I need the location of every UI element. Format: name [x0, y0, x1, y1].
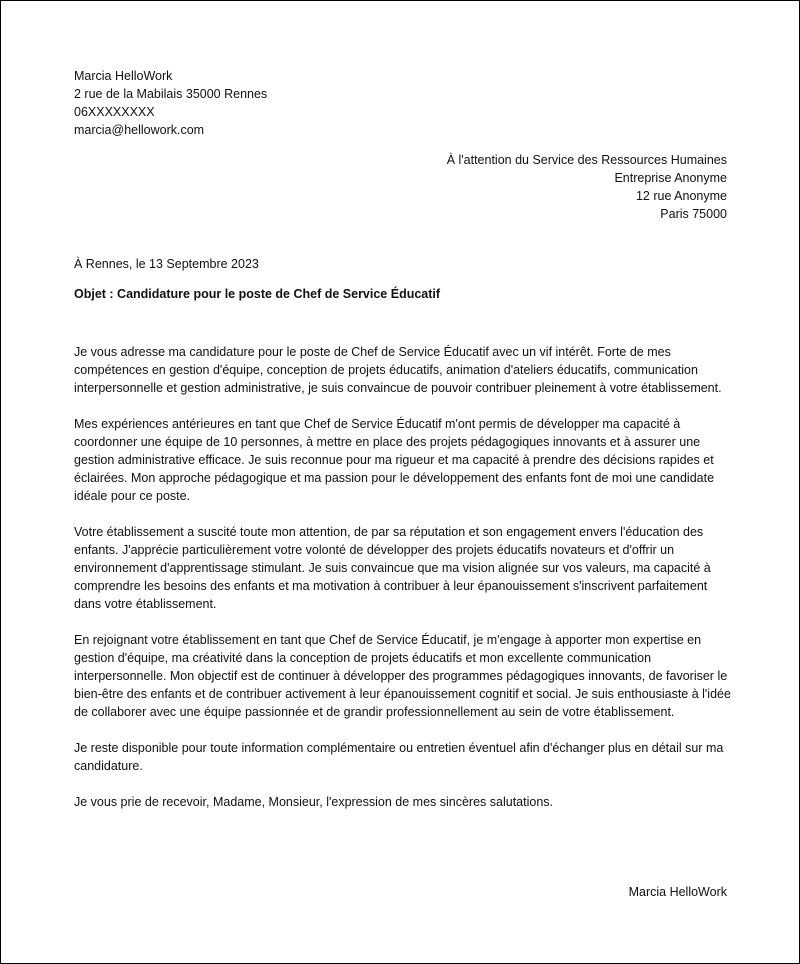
- sender-block: [74, 67, 267, 139]
- sender-name: Marcia HelloWork: [74, 69, 173, 83]
- recipient-street: 12 rue Anonyme: [635, 189, 727, 203]
- letter-date: À Rennes, le 13 Septembre 2023: [74, 257, 259, 271]
- recipient-company: Entreprise Anonyme: [614, 171, 727, 185]
- body-paragraph: En rejoignant votre établissement en tant que Chef de Service Éducatif, je m'engage à apporter mon expertise en gestion d'équipe, ma créativité dans la conception de projets éducatifs et mon excellente communication interpersonnelle. Mon objectif est de continuer à développer des programmes pédagogiques innovants, de favoriser le bien-être des enfants et de contribuer activement à leur épanouissement cognitif et social. Je suis enthousiaste à l'idée de collaborer avec une équipe passionnée et de grandir professionnellement au sein de votre établissement.: [74, 633, 731, 719]
- sender-address: 2 rue de la Mabilais 35000 Rennes: [74, 87, 268, 101]
- letter-subject: Objet : Candidature pour le poste de Chef de Service Éducatif: [74, 287, 441, 301]
- body-paragraph: Mes expériences antérieures en tant que Chef de Service Éducatif m'ont permis de développer ma capacité à coordonner une équipe de 10 personnes, à mettre en place des projets pédagogiques innovants et à assurer une gestion administrative efficace. Je suis reconnue pour ma rigueur et ma capacité à prendre des décisions rapides et éclairées. Mon approche pédagogique et ma passion pour le développement des enfants font de moi une candidate idéale pour ce poste.: [74, 417, 715, 503]
- recipient-block: [447, 151, 727, 223]
- letter-body: [74, 343, 734, 829]
- recipient-city: Paris 75000: [660, 207, 727, 221]
- body-paragraph: Je reste disponible pour toute information complémentaire ou entretien éventuel afin d'échanger plus en détail sur ma candidature.: [74, 741, 724, 773]
- body-paragraph: Je vous adresse ma candidature pour le poste de Chef de Service Éducatif avec un vif intérêt. Forte de mes compétences en gestion d'équipe, conception de projets éducatifs, animation d'ateliers éducatifs, communication interpersonnelle et gestion administrative, je suis convaincue de pouvoir contribuer pleinement à votre établissement.: [74, 345, 722, 395]
- body-paragraph: Votre établissement a suscité toute mon attention, de par sa réputation et son engagement envers l'éducation des enfants. J'apprécie particulièrement votre volonté de développer des projets éducatifs novateurs et d'offrir un environnement d'apprentissage stimulant. Je suis convaincue que ma vision alignée sur vos valeurs, ma capacité à comprendre les besoins des enfants et ma motivation à contribuer à leur épanouissement s'inscrivent parfaitement dans votre établissement.: [74, 525, 711, 611]
- signature: Marcia HelloWork: [628, 885, 727, 899]
- sender-phone: 06XXXXXXXX: [74, 105, 155, 119]
- closing-paragraph: Je vous prie de recevoir, Madame, Monsieur, l'expression de mes sincères salutations.: [74, 795, 554, 809]
- sender-email: marcia@hellowork.com: [74, 123, 205, 137]
- recipient-attention: À l'attention du Service des Ressources Humaines: [446, 153, 727, 167]
